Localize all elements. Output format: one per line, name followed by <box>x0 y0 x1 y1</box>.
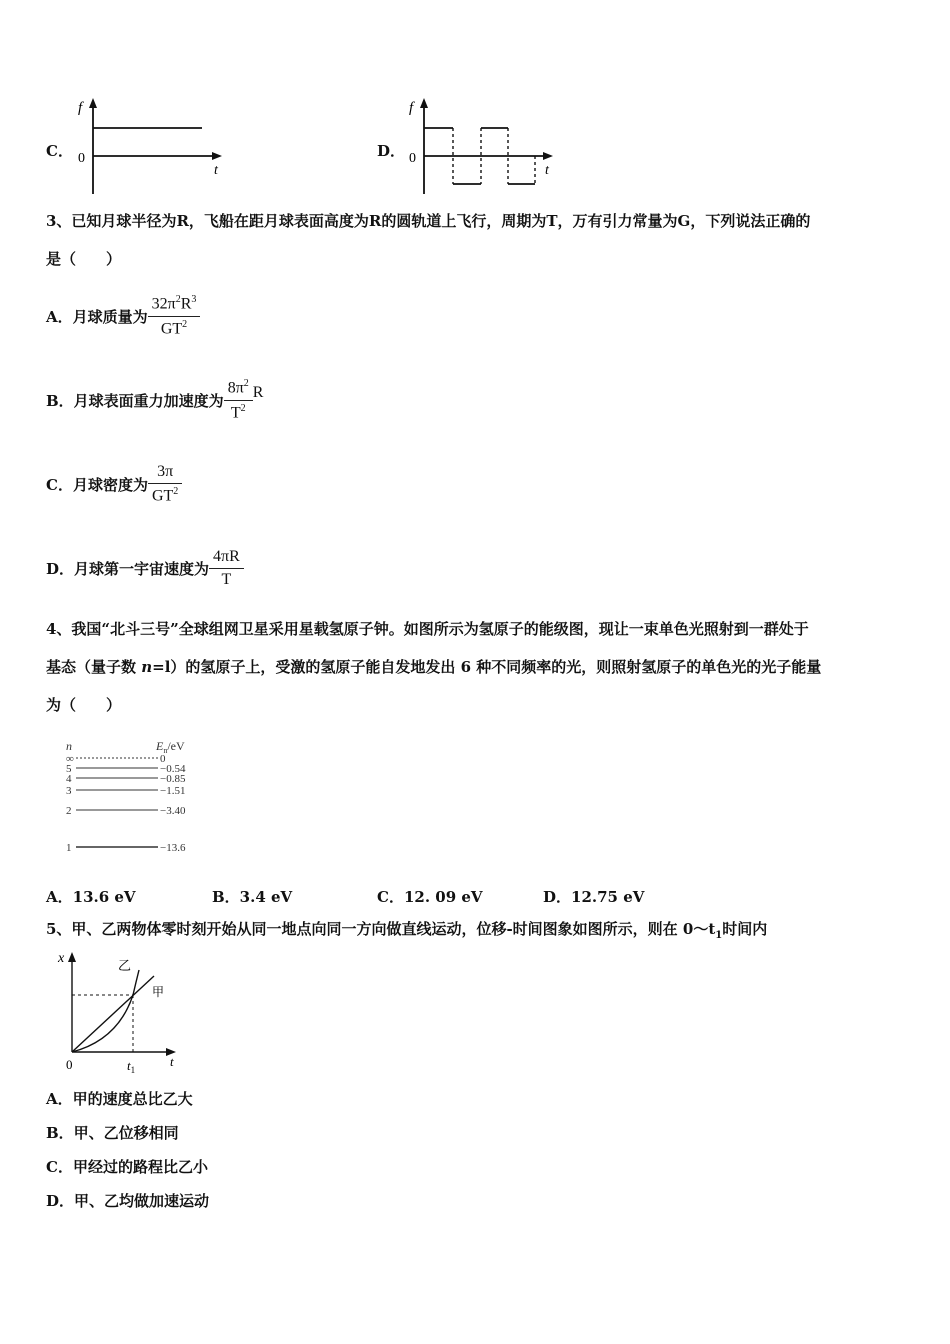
level-e-4: −0.85 <box>160 773 186 785</box>
level-e-1: −13.6 <box>160 842 186 854</box>
q3-option-d-label: D．月球第一宇宙速度为 <box>46 559 210 578</box>
q2-option-d-graph <box>397 96 567 198</box>
t-axis-label: t <box>545 163 549 178</box>
q2-option-c-graph <box>66 96 236 198</box>
level-n-5: 5 <box>66 763 72 775</box>
level-n-4: 4 <box>66 773 72 785</box>
x-t-graph <box>56 948 186 1074</box>
t-axis-arrow <box>543 152 553 160</box>
label-yi: 乙 <box>118 958 132 973</box>
q4-stem-line2: 基态（量子数 n=l）的氢原子上，受激的氢原子能自发地发出 6 种不同频率的光，则照射氢原子的单色光的光子能量 <box>46 658 822 676</box>
q5-option-d: D．甲、乙均做加速运动 <box>46 1192 210 1210</box>
q4-option-b: B．3.4 eV <box>212 888 293 906</box>
q3-option-b-fraction: $\frac{8\pi^2}{T^2}$ <box>224 378 253 422</box>
q3-option-a-fraction: $\frac{32\pi^2R^3}{GT^2}$ <box>148 294 201 338</box>
label-jia: 甲 <box>152 985 165 999</box>
q3-option-c-label: C．月球密度为 <box>46 475 148 494</box>
origin-label: 0 <box>409 151 416 166</box>
q3-option-a-label: A．月球质量为 <box>46 307 148 326</box>
level-e-2: −3.40 <box>160 805 186 817</box>
energy-header: $E_n/eV$ <box>156 739 185 755</box>
level-e-3: −1.51 <box>160 785 186 797</box>
origin-label: 0 <box>66 1057 73 1072</box>
level-n-3: 3 <box>66 785 72 797</box>
f-axis-label: f <box>409 100 414 116</box>
q4-stem-line3: 为（ ） <box>46 696 122 714</box>
q3-option-d <box>46 536 244 600</box>
x-axis-label: x <box>58 951 65 966</box>
t1-label: $t_1$ <box>127 1058 136 1074</box>
q5-option-c: C．甲经过的路程比乙小 <box>46 1158 208 1176</box>
t-axis-arrow <box>212 152 222 160</box>
q3-option-d-fraction: $\frac{4\pi R}{T}$ <box>209 548 244 589</box>
f-axis-arrow <box>420 98 428 108</box>
q4-stem-line1: 4、我国“北斗三号”全球组网卫星采用星载氢原子钟。如图所示为氢原子的能级图，现让一束单色光照射到一群处于 <box>46 620 809 638</box>
t-axis-label: t <box>214 163 218 178</box>
q3-stem-line1: 3、已知月球半径为R，飞船在距月球表面高度为R的圆轨道上飞行，周期为T，万有引力常量为G，下列说法正确的 <box>46 212 811 230</box>
q5-option-b: B．甲、乙位移相同 <box>46 1124 179 1142</box>
q4-option-c: C．12. 09 eV <box>377 888 483 906</box>
level-n-inf: ∞ <box>66 753 74 765</box>
line-jia <box>72 976 154 1052</box>
q3-option-c <box>46 452 182 516</box>
x-axis-arrow <box>68 952 76 962</box>
level-n-1: 1 <box>66 842 72 854</box>
origin-label: 0 <box>78 151 85 166</box>
q4-option-d: D．12.75 eV <box>543 888 645 906</box>
q5-option-a: A．甲的速度总比乙大 <box>46 1090 193 1108</box>
q2-option-c-label: C． <box>46 142 73 160</box>
q2-option-d-label: D． <box>377 142 406 160</box>
t-axis-label: t <box>170 1054 174 1069</box>
q3-option-b <box>46 368 263 432</box>
q3-option-b-label: B．月球表面重力加速度为 <box>46 391 224 410</box>
f-axis-arrow <box>89 98 97 108</box>
curve-yi <box>72 970 139 1052</box>
level-n-2: 2 <box>66 805 72 817</box>
q5-stem: 5、甲、乙两物体零时刻开始从同一地点向同一方向做直线运动，位移-时间图象如图所示，则在 $0\sim t_1$时间内 <box>46 920 768 941</box>
q3-option-c-fraction: $\frac{3\pi}{GT^2}$ <box>148 463 182 505</box>
q3-option-a <box>46 284 200 348</box>
level-e-5: −0.54 <box>160 763 186 775</box>
q3-stem-line2: 是（ ） <box>46 250 122 268</box>
n-header: n <box>66 739 72 753</box>
level-e-inf: 0 <box>160 753 166 765</box>
q3-option-b-tail: R <box>252 384 264 401</box>
q4-option-a: A．13.6 eV <box>46 888 136 906</box>
f-axis-label: f <box>78 100 83 116</box>
energy-level-diagram <box>60 734 220 858</box>
